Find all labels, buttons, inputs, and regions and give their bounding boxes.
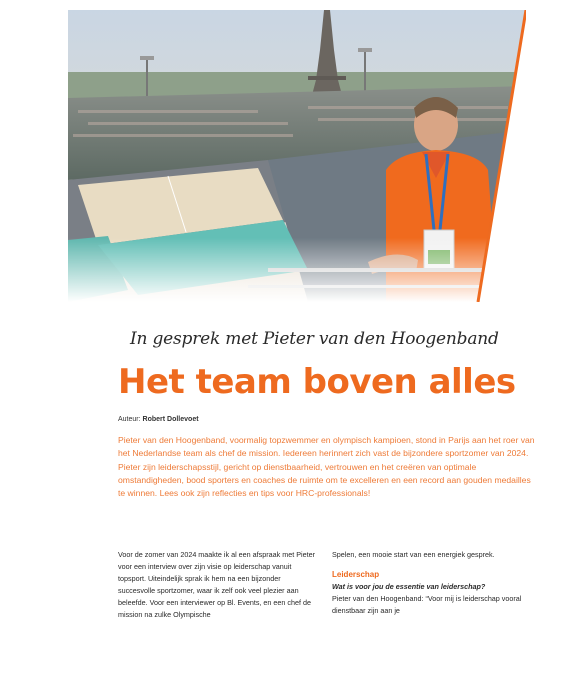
interview-answer: Pieter van den Hoogenband: “Voor mij is leiderschap vooral dienstbaar zijn aan je — [332, 593, 522, 615]
body-paragraph: Voor de zomer van 2024 maakte ik al een afspraak met Pieter voor een interview over zijn visie op leiderschap vanuit topsport. Uiteindelijk sprak ik hem na een bijzonder succesvolle sportzomer, waar ik zelf ook veel plezier aan beleefde. Voor een interviewer op Bl. Events, en een chef de mission na zulke Olympische — [118, 550, 315, 619]
author-line — [118, 416, 199, 423]
interview-question: Wat is voor jou de essentie van leiderschap? — [332, 581, 486, 591]
article-kicker: In gesprek met Pieter van den Hoogenband — [130, 329, 499, 349]
body-paragraph: Spelen, een mooie start van een energiek gesprek. — [332, 550, 495, 559]
body-column-left — [118, 549, 316, 620]
article-headline: Het team boven alles — [118, 362, 516, 402]
article-intro: Pieter van den Hoogenband, voormalig topzwemmer en olympisch kampioen, stond in Parijs aan het roer van het Nederlandse team als chef de mission. Iedereen herinnert zich vast de bijzondere sportzomer van 2024. Pieter zijn leiderschapsstijl, gericht op dienstbaarheid, vertrouwen en het creëren van optimale omstandigheden, bood sporters en coaches de ruimte om te excelleren en een record aan gouden medailles te winnen. Lees ook zijn reflecties en tips voor HRC-professionals! — [118, 435, 535, 499]
author-label: Auteur: — [118, 416, 141, 423]
section-subhead: Leiderschap — [332, 569, 380, 579]
body-column-right — [332, 549, 530, 617]
author-name: Robert Dollevoet — [142, 416, 199, 423]
hero-photo — [68, 10, 526, 302]
eiffel-stadium-photo-icon — [68, 10, 526, 302]
